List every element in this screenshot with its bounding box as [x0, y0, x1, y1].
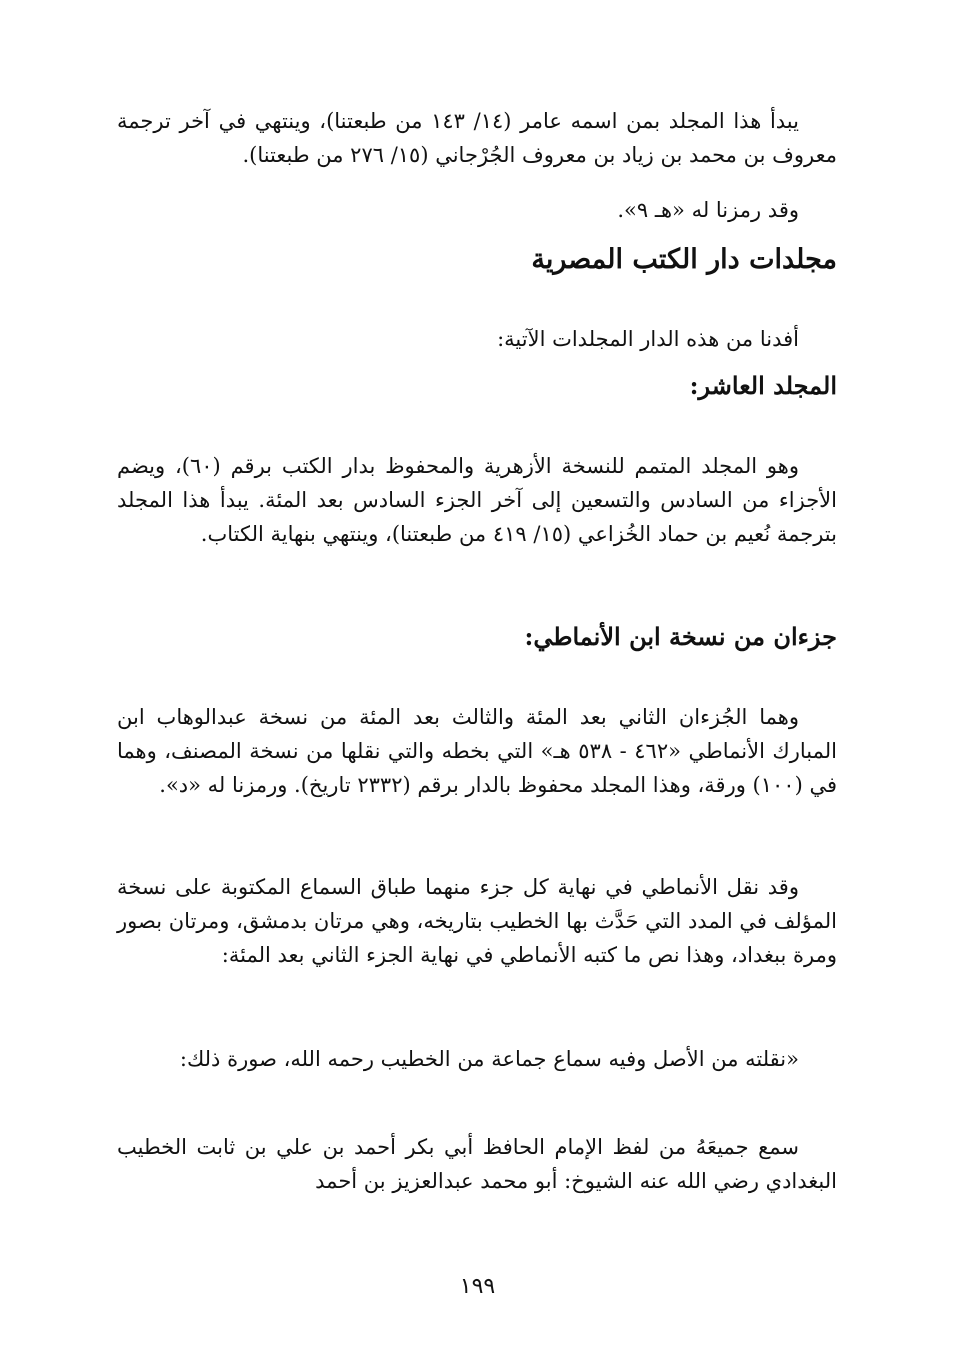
paragraph-volume-start-end: يبدأ هذا المجلد بمن اسمه عامر (١٤/ ١٤٣ من طبعتنا)، وينتهي في آخر ترجمة معروف بن محمد بن زياد بن معروف الجُرْجاني (١٥/ ٢٧٦ من طبعتنا). — [117, 109, 837, 167]
paragraph-symbol-h9: وقد رمزنا له «هـ ٩». — [617, 198, 799, 222]
page-number: ١٩٩ — [459, 1274, 496, 1299]
paragraph-following-volumes: أفدنا من هذه الدار المجلدات الآتية: — [497, 327, 799, 351]
heading-egyptian-library-volumes: مجلدات دار الكتب المصرية — [531, 244, 837, 275]
heading-anmati-copy: جزءان من نسخة ابن الأنماطي: — [524, 622, 837, 651]
paragraph-audition-records: وقد نقل الأنماطي في نهاية كل جزء منهما طباق السماع المكتوبة على نسخة المؤلف في المدد التي حَدَّث بها الخطيب بتاريخه، وهي مرتان بدمشق، ومرتان بصور ومرة ببغداد، وهذا نص ما كتبه الأنماطي في نهاية الجزء الثاني بعد المئة: — [117, 875, 837, 967]
heading-tenth-volume: المجلد العاشر: — [689, 371, 837, 400]
paragraph-anmati-parts: وهما الجُزءان الثاني بعد المئة والثالث بعد المئة من نسخة عبدالوهاب ابن المبارك الأنماطي «٤٦٢ - ٥٣٨ هـ» التي بخطه والتي نقلها من نسخة المصنف، وهما في (١٠٠) ورقة، وهذا المجلد محفوظ بالدار برقم (٢٣٣٢ تاريخ). ورمزنا له «د». — [117, 705, 837, 797]
paragraph-tenth-volume-description: وهو المجلد المتمم للنسخة الأزهرية والمحفوظ بدار الكتب برقم (٦٠)، ويضم الأجزاء من السادس والتسعين إلى آخر الجزء السادس بعد المئة. يبدأ هذا المجلد بترجمة نُعيم بن حماد الخُزاعي (١٥/ ٤١٩ من طبعتنا)، وينتهي بنهاية الكتاب. — [117, 454, 837, 546]
paragraph-quote-start: «نقلته من الأصل وفيه سماع جماعة من الخطيب رحمه الله، صورة ذلك: — [179, 1047, 799, 1071]
paragraph-audition-text: سمع جميعَهُ من لفظ الإمام الحافظ أبي بكر أحمد بن علي بن ثابت الخطيب البغدادي رضي الله عنه الشيوخ: أبو محمد عبدالعزيز بن أحمد — [117, 1135, 837, 1193]
